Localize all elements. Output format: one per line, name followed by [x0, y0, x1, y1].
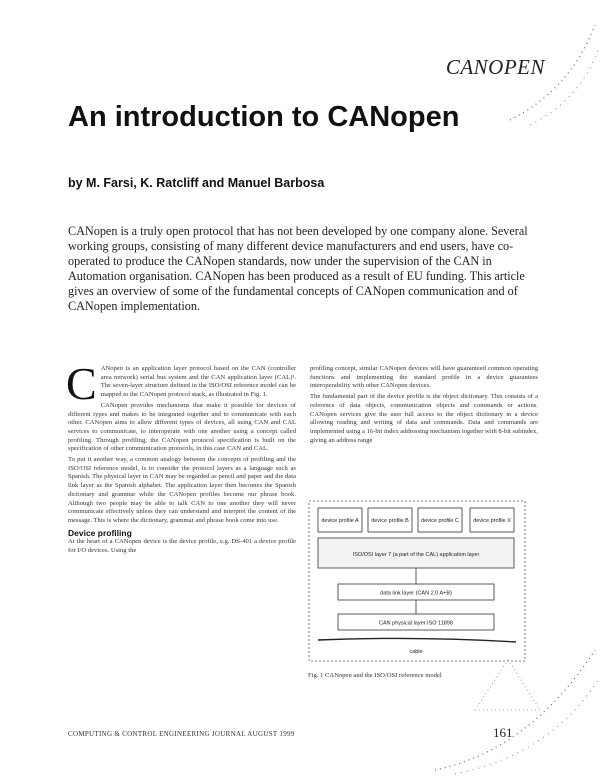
body-paragraph: To put it another way, a common analogy between the concepts of profiling and the ISO/OSI reference model, is to consider the protocol layers as a language such as Spanish. The physical layer in CAN may be regarded as pencil and paper and the data link layer as the Spanish alphabet. The application layer then becomes the Spanish dictionary and grammar while the CANopen profiles become our phrase book. Although two people may be able to talk CAN to one another they will never communicate effectively unless they can understand and interpret the content of the message. This is where the dictionary, grammar and phrase book come into use. — [68, 456, 296, 524]
page-footer: COMPUTING & CONTROL ENGINEERING JOURNAL AUGUST 1999 — [68, 730, 295, 738]
body-column-left — [66, 358, 296, 558]
application-layer-box — [318, 538, 514, 568]
drop-cap: C — [66, 358, 97, 409]
svg-text:device profile A: device profile A — [321, 518, 359, 524]
svg-text:CAN physical layer ISO 11898: CAN physical layer ISO 11898 — [379, 620, 453, 627]
body-column-right — [310, 365, 538, 447]
body-paragraph: At the heart of a CANopen device is the device profile, e.g. DS-401 a device profile for I/O devices. Using the — [68, 538, 296, 555]
body-paragraph: CANopen provides mechanisms that make it possible for devices of different types and makes to be integrated together and to communicate with each other. CANopen aims to allow different types of devices, all using CAN and CAL services to communicate, to interoperate with one another using a concept called profiling. Through profiling, the CANopen protocol specification is built on the specification of other communication protocols, in this case CAN and CAL. — [68, 401, 296, 453]
article-authors: by M. Farsi, K. Ratcliff and Manuel Barbosa — [68, 176, 325, 190]
body-paragraph: The fundamental part of the device profile is the object dictionary. This consists of a reference of data objects, communication objects and commands or actions. CANopen services give the user full access to the object dictionary in a device allowing reading and writing of data and commands. Data and commands are implemented using a 16-bit index addressing mechanism together with 8-bit subindex, giving an address range — [310, 393, 538, 444]
cable-label: cable — [409, 649, 423, 655]
data-link-layer-box — [338, 584, 494, 600]
svg-text:device profile X: device profile X — [473, 518, 511, 524]
body-paragraph: C ANopen is an application layer protocol based on the CAN (controller area network) serial bus system and the CAN application layer (CAL)¹. The seven-layer structure defined in the ISO/OSI reference model can be mapped to the CANopen protocol stack, as illustrated in Fig. 1. — [66, 358, 296, 409]
body-paragraph: profiling concept, similar CANopen devices will have guaranteed common operating functions and implementing the standard profile in a device guarantees interoperability with other CANopen devices. — [310, 365, 538, 390]
physical-layer-box — [338, 614, 494, 630]
device-profile-c — [418, 508, 462, 532]
svg-text:ISO/OSI layer 7 (a part of the: ISO/OSI layer 7 (a part of the CAL) application layer — [352, 552, 480, 558]
article-title: An introduction to CANopen — [68, 101, 460, 133]
svg-text:device profile B: device profile B — [371, 518, 409, 524]
svg-text:device profile C: device profile C — [421, 518, 459, 524]
lead-paragraph: CANopen is a truly open protocol that has not been developed by one company alone. Several working groups, consisting of many different device manufacturers and end users, have co-operated to produce the CANopen standards, now under the supervision of the CAN in Automation organisation. CANopen has been produced as a result of EU funding. This article gives an overview of some of the fundamental concepts of CANopen communication and of CANopen implementation. — [68, 224, 528, 313]
figure-caption: Fig. 1 CANopen and the ISO/OSI reference model — [308, 672, 442, 679]
device-profile-b — [368, 508, 412, 532]
device-profile-x — [470, 508, 514, 532]
subheading: Device profiling — [68, 527, 132, 538]
device-profile-a — [318, 508, 362, 532]
section-label: CANOPEN — [445, 55, 545, 79]
svg-text:data link layer (CAN 2.0 A+B): data link layer (CAN 2.0 A+B) — [380, 590, 452, 597]
cable-line — [318, 638, 516, 642]
page-number: 161 — [493, 725, 513, 740]
figure-1-diagram — [308, 500, 526, 662]
